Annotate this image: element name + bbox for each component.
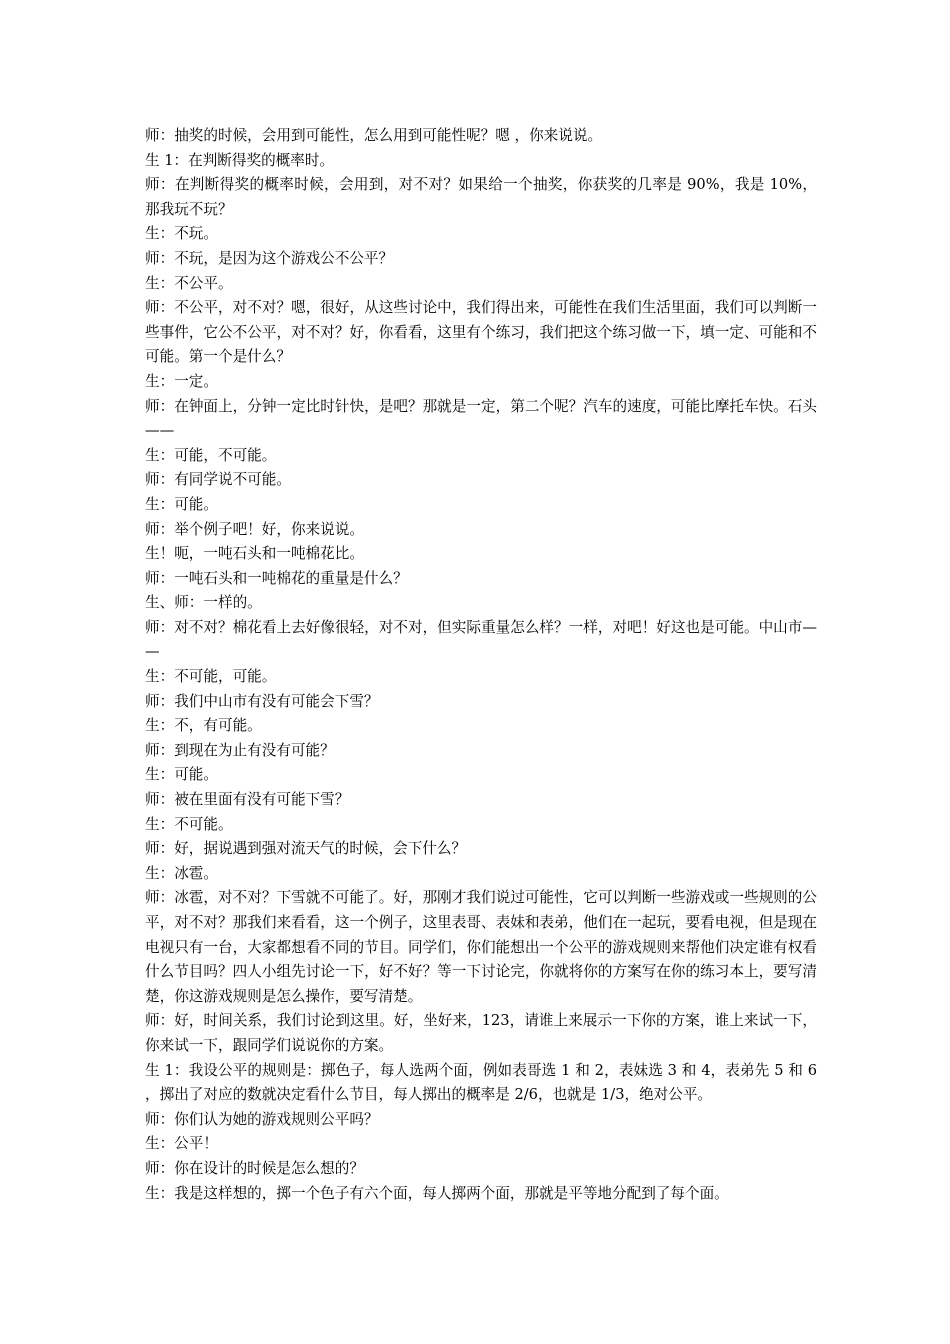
paragraph: 生：不公平。 <box>145 274 233 292</box>
paragraph: 师：你们认为她的游戏规则公平吗？ <box>145 1110 379 1128</box>
paragraph: 生：不玩。 <box>145 225 218 243</box>
paragraph: 生 1：在判断得奖的概率时。 <box>145 151 335 169</box>
paragraph: 师：在判断得奖的概率时候，会用到，对不对？如果给一个抽奖，你获奖的几率是 90%，我是 10%，那我玩不玩？ <box>145 176 817 218</box>
paragraph: 生：一定。 <box>145 372 218 390</box>
paragraph: 师：举个例子吧！好，你来说说。 <box>145 520 364 538</box>
paragraph: 师：抽奖的时候，会用到可能性，怎么用到可能性呢？嗯 ，你来说说。 <box>145 127 603 144</box>
paragraph: 师：冰雹，对不对？下雪就不可能了。好，那刚才我们说过可能性，它可以判断一些游戏或一些规则的公平，对不对？那我们来看看，这一个例子，这里表哥、表妹和表弟，他们在一起玩，要看电视，但是现在电视只有一台，大家都想看不同的节目。同学们，你们能想出一个公平的游戏规则来帮他们决定谁有权看什么节目吗？四人小组先讨论一下，好不好？等一下讨论完，你就将你的方案写在你的练习本上，要写清楚，你这游戏规则是怎么操作，要写清楚。 <box>145 889 817 1005</box>
paragraph: 生：我是这样想的，掷一个色子有六个面，每人掷两个面，那就是平等地分配到了每个面。 <box>145 1184 729 1202</box>
paragraph: 师：对不对？棉花看上去好像很轻，对不对，但实际重量怎么样？一样，对吧！好这也是可能。中山市—— <box>145 618 817 661</box>
paragraph: 生！呃，一吨石头和一吨棉花比。 <box>145 545 364 563</box>
paragraph: 生：公平！ <box>145 1135 218 1153</box>
paragraph: 师：到现在为止有没有可能？ <box>145 741 335 759</box>
paragraph: 生：可能。 <box>145 766 218 784</box>
paragraph: 师：好，时间关系，我们讨论到这里。好，坐好来，123，请谁上来展示一下你的方案，谁上来试一下，你来试一下，跟同学们说说你的方案。 <box>145 1012 817 1054</box>
paragraph: 师：一吨石头和一吨棉花的重量是什么？ <box>145 569 408 587</box>
paragraph: 师：不公平，对不对？嗯，很好，从这些讨论中，我们得出来，可能性在我们生活里面，我们可以判断一些事件，它公不公平，对不对？好，你看看，这里有个练习，我们把这个练习做一下，填一定、可能和不可能。第一个是什么？ <box>145 299 817 366</box>
document-page <box>145 124 817 1206</box>
paragraph: 生：可能。 <box>145 495 218 513</box>
paragraph: 师：在钟面上，分钟一定比时针快，是吧？那就是一定，第二个呢？汽车的速度，可能比摩托车快。石头—— <box>145 397 817 440</box>
paragraph: 生：可能，不可能。 <box>145 446 277 464</box>
paragraph: 师：我们中山市有没有可能会下雪？ <box>145 692 379 710</box>
paragraph: 生：不，有可能。 <box>145 717 262 735</box>
paragraph: 师：被在里面有没有可能下雪？ <box>145 791 350 809</box>
paragraph: 生、师：一样的。 <box>145 594 262 612</box>
paragraph: 生：冰雹。 <box>145 864 218 882</box>
paragraph: 师：不玩，是因为这个游戏公不公平？ <box>145 249 394 267</box>
paragraph: 生：不可能。 <box>145 815 233 833</box>
paragraph: 生：不可能，可能。 <box>145 668 277 686</box>
paragraph: 生 1：我设公平的规则是：掷色子，每人选两个面，例如表哥选 1 和 2，表妹选 3 和 4，表弟先 5 和 6，掷出了对应的数就决定看什么节目，每人掷出的概率是 2/6，也就是 1/3，绝对公平。 <box>145 1061 817 1104</box>
paragraph: 师：好，据说遇到强对流天气的时候，会下什么？ <box>145 840 467 858</box>
paragraph: 师：有同学说不可能。 <box>145 471 291 489</box>
paragraph: 师：你在设计的时候是怎么想的？ <box>145 1159 364 1177</box>
